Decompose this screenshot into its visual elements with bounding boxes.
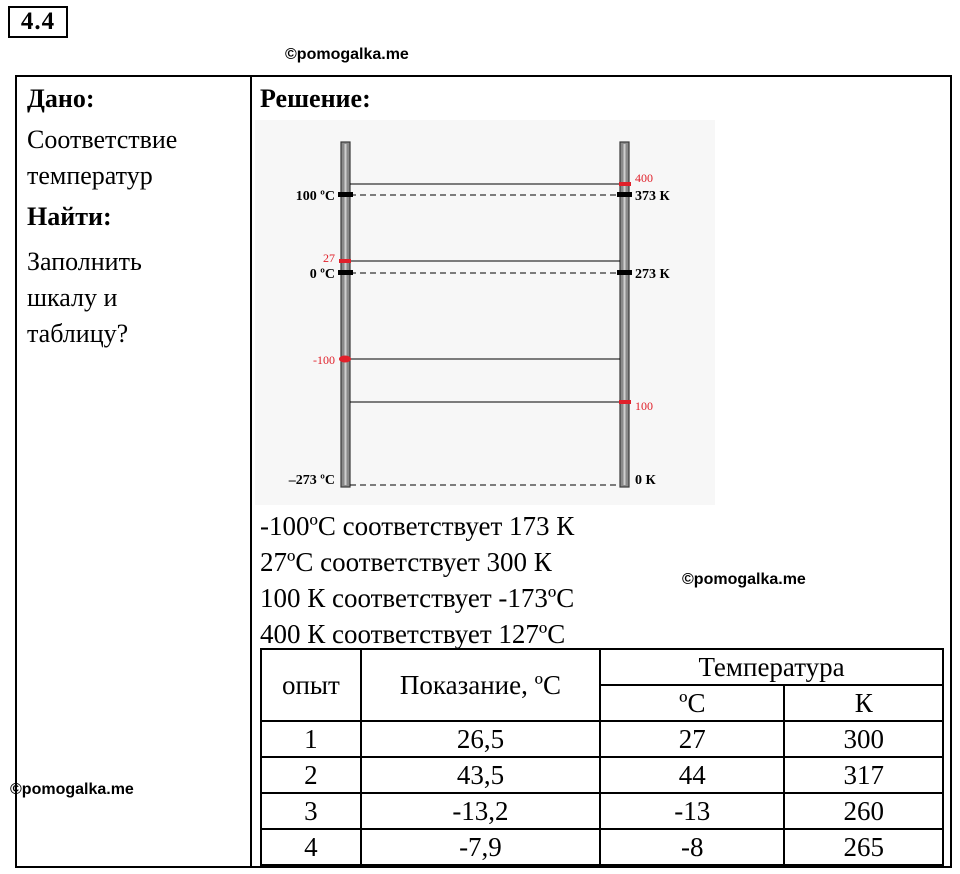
tick-0c bbox=[338, 270, 353, 275]
cell-kelvin: 317 bbox=[784, 757, 943, 793]
red-label-27: 27 bbox=[323, 251, 335, 265]
find-heading: Найти: bbox=[27, 202, 112, 231]
cell-kelvin: 265 bbox=[784, 829, 943, 865]
table-row bbox=[261, 757, 943, 793]
thermometer-scale-diagram bbox=[255, 120, 715, 505]
red-label-minus100: -100 bbox=[313, 353, 335, 367]
solution-line-2: 27ºС соответствует 300 К bbox=[260, 547, 552, 577]
table-row bbox=[261, 721, 943, 757]
red-label-400: 400 bbox=[635, 171, 653, 185]
solution-heading: Решение: bbox=[260, 84, 371, 113]
column-divider bbox=[250, 75, 252, 868]
label-273k: 273 К bbox=[635, 267, 670, 282]
header-temperature: Температура bbox=[600, 649, 943, 685]
watermark-middle: ©pomogalka.me bbox=[682, 571, 806, 588]
label-minus273c: –273 ºC bbox=[288, 473, 335, 488]
cell-celsius: 27 bbox=[600, 721, 784, 757]
red-mark-minus100 bbox=[339, 356, 351, 363]
cell-reading: 43,5 bbox=[361, 757, 600, 793]
cell-experiment: 4 bbox=[261, 829, 361, 865]
label-373k: 373 К bbox=[635, 189, 670, 204]
table-header-row bbox=[261, 649, 943, 685]
solution-line-4: 400 К соответствует 127ºС bbox=[260, 619, 566, 649]
watermark-bottom: ©pomogalka.me bbox=[10, 781, 134, 798]
cell-kelvin: 300 bbox=[784, 721, 943, 757]
red-label-100: 100 bbox=[635, 399, 653, 413]
label-100c: 100 ºC bbox=[295, 189, 335, 204]
tick-273k bbox=[617, 270, 632, 275]
table-row bbox=[261, 793, 943, 829]
solution-line-3: 100 К соответствует -173ºС bbox=[260, 583, 575, 613]
cell-celsius: 44 bbox=[600, 757, 784, 793]
label-0c: 0 ºC bbox=[309, 267, 335, 282]
cell-experiment: 1 bbox=[261, 721, 361, 757]
find-text-line3: таблицу? bbox=[27, 319, 129, 348]
problem-number: 4.4 bbox=[8, 6, 68, 38]
given-heading: Дано: bbox=[27, 84, 95, 113]
cell-reading: -7,9 bbox=[361, 829, 600, 865]
subheader-celsius: ºС bbox=[600, 685, 784, 721]
red-mark-400 bbox=[619, 182, 631, 186]
tick-373k bbox=[617, 192, 632, 197]
cell-celsius: -13 bbox=[600, 793, 784, 829]
cell-celsius: -8 bbox=[600, 829, 784, 865]
label-0k: 0 К bbox=[635, 473, 656, 488]
cell-experiment: 3 bbox=[261, 793, 361, 829]
watermark-top: ©pomogalka.me bbox=[285, 46, 409, 63]
tick-100c bbox=[338, 192, 353, 197]
cell-reading: 26,5 bbox=[361, 721, 600, 757]
table-row bbox=[261, 829, 943, 865]
header-experiment: опыт bbox=[261, 649, 361, 721]
header-reading: Показание, ºС bbox=[361, 649, 600, 721]
given-text-line1: Соответствие bbox=[27, 125, 178, 154]
solution-line-1: -100ºС соответствует 173 К bbox=[260, 511, 575, 541]
subheader-kelvin: К bbox=[784, 685, 943, 721]
given-text-line2: температур bbox=[27, 161, 153, 190]
find-text-line1: Заполнить bbox=[27, 247, 142, 276]
cell-kelvin: 260 bbox=[784, 793, 943, 829]
cell-experiment: 2 bbox=[261, 757, 361, 793]
red-mark-100 bbox=[619, 400, 631, 404]
red-mark-27 bbox=[339, 259, 351, 263]
results-table bbox=[260, 648, 944, 866]
cell-reading: -13,2 bbox=[361, 793, 600, 829]
find-text-line2: шкалу и bbox=[27, 283, 118, 312]
